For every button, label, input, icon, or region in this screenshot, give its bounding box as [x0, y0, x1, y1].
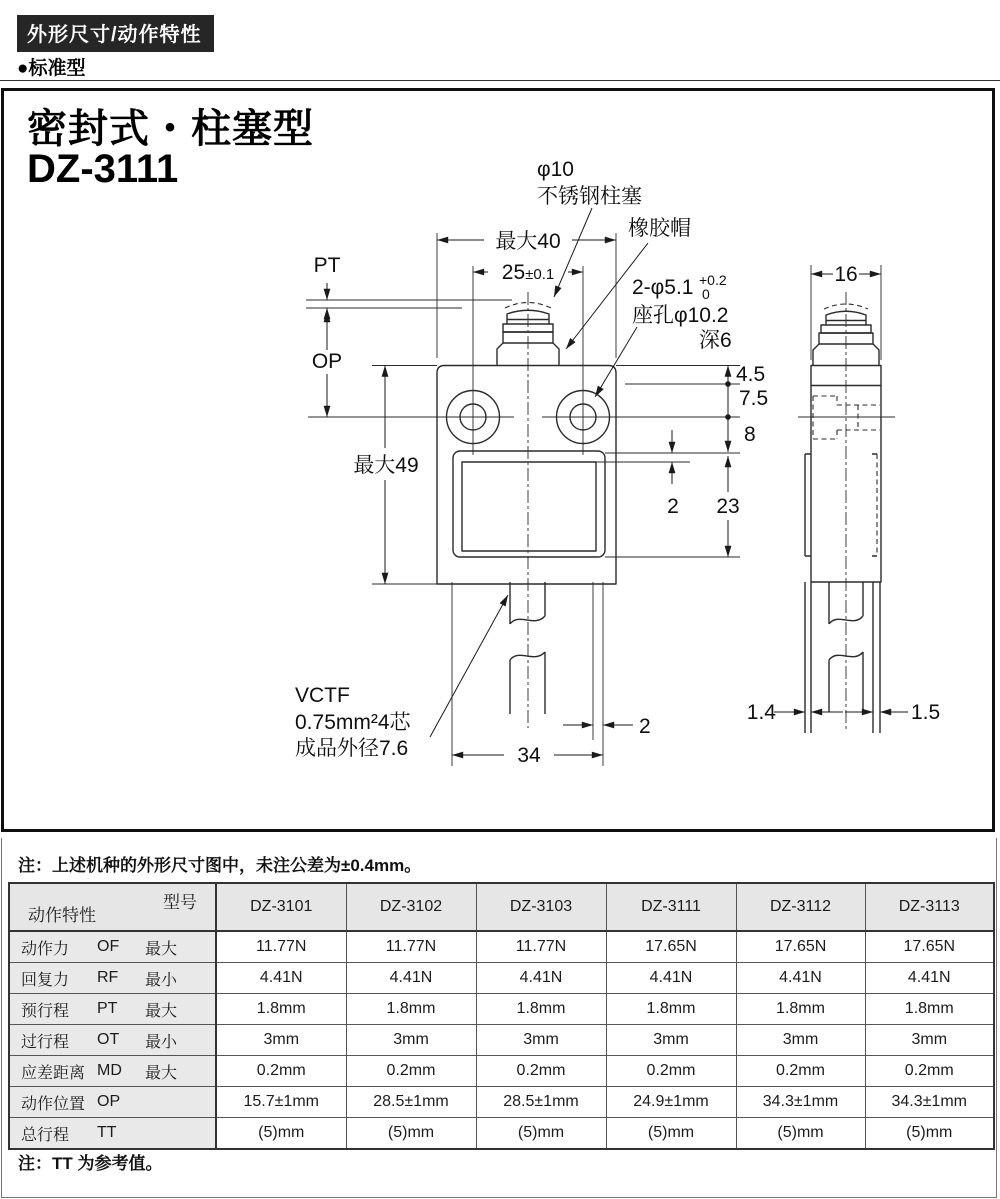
spec-value-cell: 17.65N: [606, 931, 736, 963]
model-header: DZ-3113: [865, 883, 994, 931]
label-plunger-dia: φ10: [537, 158, 574, 181]
label-cable-od: 成品外径7.6: [295, 737, 409, 760]
dim-top-to-step: 4.5: [736, 363, 766, 386]
spec-value-cell: 15.7±1mm: [216, 1087, 346, 1118]
row-code: TT: [97, 1124, 117, 1141]
table-header-row: [9, 883, 994, 931]
spec-value-cell: 1.8mm: [606, 994, 736, 1025]
drawing-title: 密封式・柱塞型: [27, 107, 314, 151]
dim-side-width: 16: [834, 263, 858, 286]
dim-step-to-hole: 7.5: [739, 387, 769, 410]
spec-value-cell: 11.77N: [216, 931, 346, 963]
dim-op: OP: [311, 350, 343, 373]
label-hole-spec: 2-φ5.1: [632, 276, 694, 299]
spec-value-cell: 1.8mm: [346, 994, 476, 1025]
spec-value-cell: 3mm: [216, 1025, 346, 1056]
spec-value-cell: (5)mm: [865, 1118, 994, 1150]
row-code: MD: [97, 1062, 122, 1079]
front-view: [437, 292, 616, 728]
row-label-cell: [9, 1087, 216, 1118]
dim-plate-t-left: 1.4: [746, 701, 776, 724]
dim-cable-offset: 2: [639, 715, 651, 738]
row-qualifier: 最小: [145, 971, 178, 989]
spec-value-cell: 1.8mm: [736, 994, 865, 1025]
spec-value-cell: 4.41N: [346, 963, 476, 994]
row-label-cell: [9, 1025, 216, 1056]
spec-value-cell: 24.9±1mm: [606, 1087, 736, 1118]
row-code: OT: [97, 1031, 120, 1048]
row-label: 动作力: [21, 940, 70, 958]
spec-value-cell: 4.41N: [216, 963, 346, 994]
label-hole-tol-lower: 0: [702, 286, 710, 302]
spec-value-cell: 34.3±1mm: [736, 1087, 865, 1118]
label-plunger-material: 不锈钢柱塞: [537, 185, 642, 208]
row-code: RF: [97, 969, 119, 986]
spec-table: [8, 882, 995, 1150]
spec-value-cell: 0.2mm: [346, 1056, 476, 1087]
row-label: 回复力: [21, 971, 70, 989]
spec-value-cell: 3mm: [865, 1025, 994, 1056]
spec-value-cell: 28.5±1mm: [346, 1087, 476, 1118]
side-view: [805, 292, 881, 733]
spec-value-cell: 0.2mm: [476, 1056, 606, 1087]
spec-value-cell: 17.65N: [865, 931, 994, 963]
drawing-model-number: DZ-3111: [27, 147, 179, 191]
spec-value-cell: 3mm: [346, 1025, 476, 1056]
label-hole-depth: 深6: [699, 329, 732, 352]
table-row: [9, 994, 994, 1025]
row-label-cell: [9, 931, 216, 963]
spec-value-cell: 1.8mm: [476, 994, 606, 1025]
drawing-labels: [295, 158, 940, 767]
spec-value-cell: (5)mm: [216, 1118, 346, 1150]
reference-lines: [306, 233, 895, 766]
model-header: DZ-3112: [736, 883, 865, 931]
table-row: [9, 1056, 994, 1087]
spec-value-cell: 4.41N: [865, 963, 994, 994]
row-label: 应差距离: [21, 1064, 86, 1082]
spec-value-cell: (5)mm: [476, 1118, 606, 1150]
spec-value-cell: 0.2mm: [606, 1056, 736, 1087]
dim-height-max: 最大49: [353, 454, 419, 477]
dim-bottom-width: 34: [517, 744, 541, 767]
dim-plate-lip: 2: [667, 495, 679, 518]
tolerance-note: 注：上述机种的外形尺寸图中，未注公差为±0.4mm。: [18, 856, 422, 875]
dim-hole-to-plate: 8: [744, 423, 756, 446]
spec-value-cell: (5)mm: [736, 1118, 865, 1150]
table-row: [9, 1118, 994, 1150]
table-corner-cell: [9, 883, 216, 931]
tt-note: 注：TT 为参考值。: [18, 1154, 163, 1173]
table-row: [9, 1025, 994, 1056]
spec-value-cell: 0.2mm: [865, 1056, 994, 1087]
spec-value-cell: 0.2mm: [736, 1056, 865, 1087]
label-hole-seat: 座孔φ10.2: [632, 304, 729, 327]
model-header: DZ-3111: [606, 883, 736, 931]
spec-value-cell: 4.41N: [476, 963, 606, 994]
spec-value-cell: 1.8mm: [216, 994, 346, 1025]
label-cable-core: 0.75mm²4芯: [295, 711, 411, 734]
spec-value-cell: 3mm: [606, 1025, 736, 1056]
row-label: 总行程: [21, 1126, 70, 1144]
model-header: DZ-3101: [216, 883, 346, 931]
dim-hole-pitch: 25±0.1: [501, 261, 555, 284]
row-qualifier: 最大: [145, 940, 178, 958]
corner-label-characteristics: 动作特性: [28, 906, 96, 925]
dim-pt: PT: [313, 254, 341, 277]
row-code: OP: [97, 1093, 121, 1110]
spec-value-cell: 17.65N: [736, 931, 865, 963]
spec-value-cell: 3mm: [476, 1025, 606, 1056]
subsection-heading: ●标准型: [17, 58, 86, 79]
row-label-cell: [9, 1056, 216, 1087]
label-hole-tol-upper: +0.2: [699, 272, 727, 288]
spec-value-cell: (5)mm: [346, 1118, 476, 1150]
row-label: 预行程: [21, 1002, 70, 1020]
label-cable-type: VCTF: [295, 684, 350, 707]
row-label-cell: [9, 963, 216, 994]
spec-value-cell: 34.3±1mm: [865, 1087, 994, 1118]
spec-value-cell: 11.77N: [476, 931, 606, 963]
spec-value-cell: (5)mm: [606, 1118, 736, 1150]
dim-width-max: 最大40: [495, 230, 561, 253]
row-qualifier: 最大: [145, 1064, 178, 1082]
model-header: DZ-3103: [476, 883, 606, 931]
section-badge: 外形尺寸/动作特性: [17, 15, 214, 52]
model-header: DZ-3102: [346, 883, 476, 931]
spec-value-cell: 3mm: [736, 1025, 865, 1056]
table-row: [9, 963, 994, 994]
table-row: [9, 1087, 994, 1118]
table-row: [9, 931, 994, 963]
spec-value-cell: 0.2mm: [216, 1056, 346, 1087]
row-label-cell: [9, 1118, 216, 1150]
corner-label-model: 型号: [163, 893, 197, 912]
dimension-lines: [327, 240, 908, 755]
row-code: OF: [97, 938, 120, 955]
dim-plate-t-right: 1.5: [911, 701, 941, 724]
row-label: 动作位置: [21, 1095, 86, 1113]
spec-value-cell: 11.77N: [346, 931, 476, 963]
row-qualifier: 最大: [145, 1002, 178, 1020]
spec-value-cell: 1.8mm: [865, 994, 994, 1025]
spec-value-cell: 28.5±1mm: [476, 1087, 606, 1118]
dim-plate-height: 23: [716, 495, 740, 518]
row-code: PT: [97, 1000, 118, 1017]
spec-value-cell: 4.41N: [736, 963, 865, 994]
row-qualifier: 最小: [145, 1033, 178, 1051]
spec-value-cell: 4.41N: [606, 963, 736, 994]
row-label-cell: [9, 994, 216, 1025]
row-label: 过行程: [21, 1033, 70, 1051]
label-rubber-cap: 橡胶帽: [628, 217, 691, 240]
